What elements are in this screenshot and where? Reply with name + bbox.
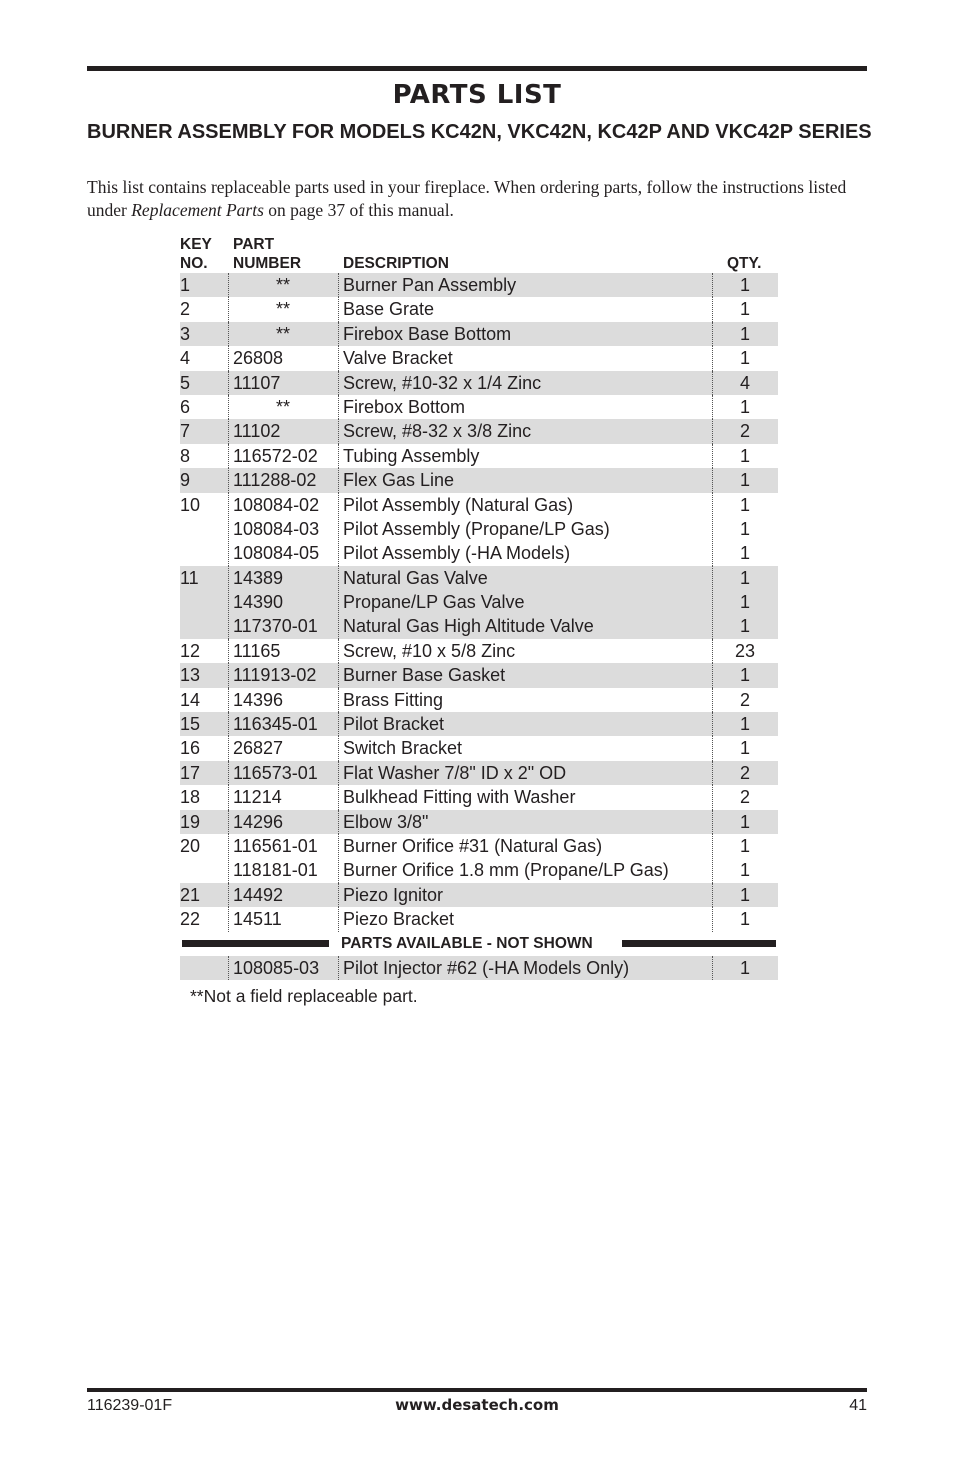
- description-cell: Screw, #8-32 x 3/8 Zinc: [343, 421, 532, 442]
- column-separator: [338, 834, 339, 883]
- table-body: [180, 273, 778, 932]
- table-row-line: [180, 639, 778, 663]
- qty-cell: 1: [739, 445, 750, 466]
- column-separator: [338, 736, 339, 760]
- description-cell: Switch Bracket: [343, 738, 463, 759]
- column-separator: [228, 956, 229, 980]
- table-row-line: [180, 712, 778, 736]
- part-number-cell: **: [275, 396, 290, 417]
- qty-cell: 1: [739, 811, 750, 832]
- table-row: [180, 785, 778, 809]
- description-cell: Burner Orifice 1.8 mm (Propane/LP Gas): [343, 860, 669, 881]
- table-row-line: [180, 785, 778, 809]
- table-row-line: [180, 834, 778, 858]
- column-separator: [338, 346, 339, 370]
- key-cell: 1: [180, 275, 191, 295]
- table-row: [180, 493, 778, 566]
- description-cell: Natural Gas High Altitude Valve: [343, 616, 594, 637]
- column-separator: [338, 663, 339, 687]
- column-separator: [338, 395, 339, 419]
- column-separator: [228, 371, 229, 395]
- table-row: [180, 810, 778, 834]
- table-header: [180, 233, 778, 273]
- key-cell: 22: [180, 909, 201, 930]
- column-separator: [712, 566, 713, 639]
- footer-page-number: 41: [849, 1397, 867, 1414]
- key-cell: 17: [180, 762, 201, 783]
- intro-paragraph: [87, 176, 877, 222]
- table-row: [180, 273, 778, 297]
- column-separator: [338, 785, 339, 809]
- part-number-cell: 118181-01: [233, 860, 318, 881]
- description-cell: Firebox Bottom: [343, 396, 466, 417]
- column-separator: [338, 761, 339, 785]
- qty-cell: 1: [739, 494, 750, 515]
- column-separator: [228, 663, 229, 687]
- description-cell: Propane/LP Gas Valve: [343, 592, 525, 613]
- part-number-cell: 116572-02: [233, 445, 318, 466]
- column-separator: [228, 468, 229, 492]
- part-number-cell: 111288-02: [233, 470, 317, 491]
- table-row-line: [180, 956, 778, 980]
- table-row: [180, 834, 778, 883]
- column-separator: [712, 444, 713, 468]
- part-number-cell: **: [275, 323, 290, 344]
- table-row: [180, 907, 778, 931]
- table-row-line: [180, 761, 778, 785]
- description-cell: Pilot Assembly (Natural Gas): [343, 494, 574, 515]
- column-separator: [338, 810, 339, 834]
- part-number-cell: 11102: [233, 421, 281, 442]
- qty-cell: 1: [739, 738, 750, 759]
- table-row: [180, 761, 778, 785]
- column-separator: [228, 322, 229, 346]
- column-separator: [228, 761, 229, 785]
- key-cell: 7: [180, 421, 191, 442]
- part-number-cell: 14396: [233, 689, 284, 710]
- description-cell: Burner Base Gasket: [343, 665, 506, 686]
- qty-cell: 1: [739, 835, 750, 856]
- table-row-line: [180, 810, 778, 834]
- not-shown-label: PARTS AVAILABLE - NOT SHOWN: [341, 934, 593, 952]
- part-number-cell: 108084-05: [233, 543, 320, 564]
- table-row: [180, 712, 778, 736]
- column-separator: [712, 346, 713, 370]
- description-cell: Screw, #10-32 x 1/4 Zinc: [343, 372, 542, 393]
- description-cell: Pilot Assembly (-HA Models): [343, 543, 571, 564]
- part-number-cell: 26808: [233, 348, 284, 369]
- footnote: **Not a field replaceable part.: [190, 986, 418, 1006]
- description-cell: Screw, #10 x 5/8 Zinc: [343, 640, 516, 661]
- header-part-line-1: PART: [233, 236, 275, 253]
- column-separator: [228, 297, 229, 321]
- column-separator: [338, 907, 339, 931]
- column-separator: [712, 468, 713, 492]
- column-separator: [712, 883, 713, 907]
- table-row-line: [180, 468, 778, 492]
- column-separator: [338, 639, 339, 663]
- column-separator: [338, 371, 339, 395]
- column-separator: [712, 273, 713, 297]
- table-row-line: [180, 736, 778, 760]
- table-row: [180, 688, 778, 712]
- column-separator: [228, 785, 229, 809]
- qty-cell: 1: [739, 396, 750, 417]
- column-separator: [712, 395, 713, 419]
- qty-cell: 1: [739, 714, 750, 735]
- column-separator: [712, 688, 713, 712]
- part-number-cell: 14390: [233, 592, 284, 613]
- part-number-cell: 14389: [233, 567, 284, 588]
- part-number-cell: 108085-03: [233, 957, 320, 978]
- description-cell: Flat Washer 7/8" ID x 2" OD: [343, 762, 567, 783]
- key-cell: 16: [180, 738, 201, 759]
- description-cell: Bulkhead Fitting with Washer: [343, 787, 576, 808]
- part-number-cell: **: [275, 299, 290, 320]
- description-cell: Elbow 3/8": [343, 811, 429, 832]
- part-number-cell: 14511: [233, 909, 282, 930]
- table-row: [180, 639, 778, 663]
- table-row: [180, 297, 778, 321]
- qty-cell: 1: [739, 860, 750, 881]
- divider-bar-right: [622, 940, 776, 947]
- description-cell: Pilot Bracket: [343, 714, 445, 735]
- table-row: [180, 419, 778, 443]
- part-number-cell: 11214: [233, 787, 282, 808]
- qty-cell: 2: [739, 689, 750, 710]
- column-separator: [712, 785, 713, 809]
- qty-cell: 1: [739, 592, 750, 613]
- table-row: [180, 956, 778, 980]
- part-number-cell: 111913-02: [233, 665, 317, 686]
- description-cell: Pilot Assembly (Propane/LP Gas): [343, 518, 610, 539]
- qty-cell: 1: [739, 543, 750, 564]
- column-separator: [338, 883, 339, 907]
- column-separator: [228, 883, 229, 907]
- key-cell: 8: [180, 445, 191, 466]
- parts-table: [180, 233, 778, 980]
- part-number-cell: 117370-01: [233, 616, 318, 637]
- key-cell: 6: [180, 396, 191, 417]
- qty-cell: 23: [734, 640, 756, 661]
- qty-cell: 1: [739, 275, 750, 295]
- column-separator: [338, 468, 339, 492]
- column-separator: [228, 736, 229, 760]
- table-row-line: [180, 566, 778, 590]
- qty-cell: 1: [739, 957, 750, 978]
- description-cell: Flex Gas Line: [343, 470, 455, 491]
- table-row-line: [180, 663, 778, 687]
- divider-bar-left: [182, 940, 329, 947]
- column-separator: [338, 419, 339, 443]
- table-row-line: [180, 493, 778, 517]
- qty-cell: 2: [739, 787, 750, 808]
- intro-text-1: This list contains replaceable parts used in your fireplace. When ordering parts, follow the instructions listed under: [87, 177, 847, 220]
- table-row-line: [180, 590, 778, 614]
- qty-cell: 1: [739, 616, 750, 637]
- column-separator: [712, 419, 713, 443]
- part-number-cell: 116345-01: [233, 714, 318, 735]
- column-separator: [712, 736, 713, 760]
- table-row-line: [180, 322, 778, 346]
- part-number-cell: **: [275, 275, 290, 295]
- key-cell: 4: [180, 348, 191, 369]
- part-number-cell: 108084-03: [233, 518, 320, 539]
- qty-cell: 1: [739, 470, 750, 491]
- qty-cell: 1: [739, 567, 750, 588]
- qty-cell: 1: [739, 518, 750, 539]
- description-cell: Burner Orifice #31 (Natural Gas): [343, 835, 603, 856]
- table-row-line: [180, 614, 778, 638]
- qty-cell: 2: [739, 421, 750, 442]
- qty-cell: 4: [739, 372, 750, 393]
- description-cell: Piezo Bracket: [343, 909, 455, 930]
- column-separator: [338, 444, 339, 468]
- not-shown-divider: [180, 932, 778, 956]
- header-part-number: [233, 235, 301, 273]
- table-row: [180, 663, 778, 687]
- part-number-cell: 116573-01: [233, 762, 318, 783]
- qty-cell: 1: [739, 909, 750, 930]
- key-cell: 10: [180, 494, 201, 515]
- footer-doc-number: 116239-01F: [87, 1397, 173, 1414]
- footer-website-link[interactable]: www.desatech.com: [395, 1396, 559, 1414]
- table-row: [180, 566, 778, 639]
- key-cell: 19: [180, 811, 201, 832]
- column-separator: [712, 371, 713, 395]
- header-part-line-2: NUMBER: [233, 255, 302, 272]
- description-cell: Base Grate: [343, 299, 435, 320]
- column-separator: [712, 493, 713, 566]
- header-qty: QTY.: [727, 255, 762, 272]
- column-separator: [228, 346, 229, 370]
- qty-cell: 1: [739, 323, 750, 344]
- column-separator: [228, 566, 229, 639]
- table-row-line: [180, 419, 778, 443]
- table-row: [180, 468, 778, 492]
- column-separator: [228, 907, 229, 931]
- header-key-line-1: KEY: [180, 236, 212, 253]
- key-cell: 5: [180, 372, 191, 393]
- table-row: [180, 444, 778, 468]
- table-row: [180, 395, 778, 419]
- part-number-cell: 108084-02: [233, 494, 320, 515]
- column-separator: [228, 493, 229, 566]
- table-row-line: [180, 297, 778, 321]
- key-cell: 3: [180, 323, 191, 344]
- part-number-cell: 116561-01: [233, 835, 318, 856]
- column-separator: [338, 956, 339, 980]
- key-cell: 2: [180, 299, 191, 320]
- key-cell: 13: [180, 665, 201, 686]
- table-row-line: [180, 273, 778, 297]
- table-row-line: [180, 541, 778, 565]
- table-row: [180, 346, 778, 370]
- table-row: [180, 371, 778, 395]
- header-description: DESCRIPTION: [343, 255, 449, 272]
- column-separator: [712, 810, 713, 834]
- part-number-cell: 11165: [233, 640, 281, 661]
- qty-cell: 1: [739, 665, 750, 686]
- column-separator: [712, 663, 713, 687]
- key-cell: 12: [180, 640, 201, 661]
- table-row-line: [180, 883, 778, 907]
- table-row-line: [180, 517, 778, 541]
- column-separator: [712, 956, 713, 980]
- table-row-line: [180, 858, 778, 882]
- key-cell: 15: [180, 714, 201, 735]
- table-row: [180, 322, 778, 346]
- header-key-line-2: NO.: [180, 255, 208, 272]
- key-cell: 18: [180, 787, 201, 808]
- description-cell: Natural Gas Valve: [343, 567, 488, 588]
- column-separator: [712, 834, 713, 883]
- qty-cell: 1: [739, 348, 750, 369]
- key-cell: 21: [180, 884, 201, 905]
- table-row-line: [180, 688, 778, 712]
- column-separator: [228, 688, 229, 712]
- column-separator: [712, 639, 713, 663]
- column-separator: [228, 444, 229, 468]
- description-cell: Valve Bracket: [343, 348, 453, 369]
- column-separator: [338, 566, 339, 639]
- column-separator: [228, 419, 229, 443]
- section-title: BURNER ASSEMBLY FOR MODELS KC42N, VKC42N, KC42P AND VKC42P SERIES: [87, 121, 872, 143]
- column-separator: [338, 712, 339, 736]
- column-separator: [712, 761, 713, 785]
- column-separator: [712, 322, 713, 346]
- table-row: [180, 736, 778, 760]
- column-separator: [228, 395, 229, 419]
- description-cell: Piezo Ignitor: [343, 884, 444, 905]
- intro-text-2: on page 37 of this manual.: [263, 200, 454, 220]
- qty-cell: 1: [739, 299, 750, 320]
- column-separator: [338, 273, 339, 297]
- header-key-no: [180, 235, 212, 273]
- table-body-not-shown: [180, 956, 778, 980]
- part-number-cell: 26827: [233, 738, 284, 759]
- qty-cell: 1: [739, 884, 750, 905]
- column-separator: [228, 273, 229, 297]
- qty-cell: 2: [739, 762, 750, 783]
- column-separator: [338, 297, 339, 321]
- description-cell: Brass Fitting: [343, 689, 444, 710]
- part-number-cell: 14492: [233, 884, 284, 905]
- key-cell: 9: [180, 470, 191, 491]
- intro-italic: Replacement Parts: [131, 200, 264, 220]
- top-rule: [87, 66, 867, 71]
- bottom-rule: [87, 1388, 867, 1392]
- key-cell: 14: [180, 689, 201, 710]
- description-cell: Tubing Assembly: [343, 445, 480, 466]
- column-separator: [228, 712, 229, 736]
- column-separator: [712, 712, 713, 736]
- column-separator: [228, 834, 229, 883]
- part-number-cell: 11107: [233, 372, 281, 393]
- column-separator: [712, 907, 713, 931]
- table-row-line: [180, 444, 778, 468]
- part-number-cell: 14296: [233, 811, 284, 832]
- column-separator: [228, 639, 229, 663]
- description-cell: Pilot Injector #62 (-HA Models Only): [343, 957, 630, 978]
- table-row-line: [180, 907, 778, 931]
- table-row-line: [180, 371, 778, 395]
- description-cell: Firebox Base Bottom: [343, 323, 512, 344]
- key-cell: 20: [180, 835, 201, 856]
- key-cell: 11: [180, 567, 199, 588]
- column-separator: [712, 297, 713, 321]
- table-row: [180, 883, 778, 907]
- table-row-line: [180, 395, 778, 419]
- column-separator: [338, 322, 339, 346]
- table-row-line: [180, 346, 778, 370]
- column-separator: [338, 493, 339, 566]
- page-title: PARTS LIST: [392, 80, 562, 110]
- column-separator: [228, 810, 229, 834]
- description-cell: Burner Pan Assembly: [343, 275, 517, 295]
- column-separator: [338, 688, 339, 712]
